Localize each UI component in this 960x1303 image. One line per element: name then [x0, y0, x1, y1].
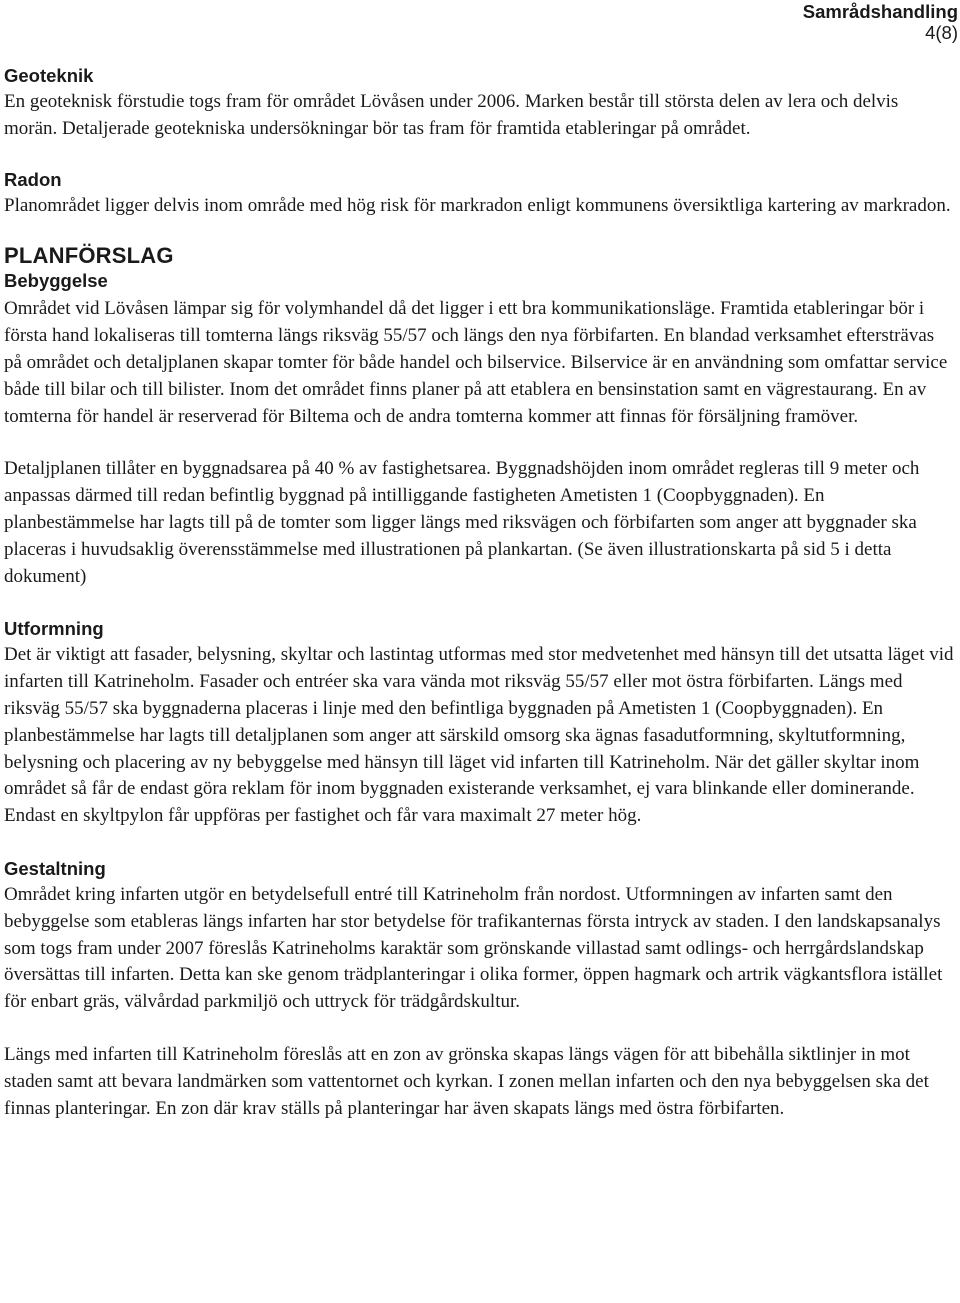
- page-header: [803, 0, 958, 43]
- paragraph-gestaltning-1: Området kring infarten utgör en betydelsefull entré till Katrineholm från nordost. Utformningen av infarten samt den bebyggelse som etableras längs infarten har stor betydelse för trafikanternas första intryck av staden. I den landskapsanalys som togs fram under 2007 föreslås Katrineholms karaktär som grönskande villastad samt odlings- och herrgårdslandskap översättas till infarten. Detta kan ske genom trädplanteringar i olika former, öppen hagmark och artrik vägkantsflora istället för enbart gräs, välvårdad parkmiljö och uttryck för trädgårdskultur.: [4, 883, 943, 1013]
- paragraph-radon: Planområdet ligger delvis inom område med hög risk för markradon enligt kommunens översiktliga kartering av markradon.: [4, 194, 951, 216]
- heading-bebyggelse: Bebyggelse: [4, 270, 108, 292]
- paragraph-bebyggelse-2: Detaljplanen tillåter en byggnadsarea på 40 % av fastighetsarea. Byggnadshöjden inom området regleras till 9 meter och anpassas därmed till redan befintlig byggnad på intilliggande fastigheten Ametisten 1 (Coopbyggnaden). En planbestämmelse har lagts till på de tomter som ligger längs med riksvägen och förbifarten som anger att byggnader ska placeras i huvudsaklig överensstämmelse med illustrationen på plankartan. (Se även illustrationskarta på sid 5 i detta dokument): [4, 458, 920, 587]
- heading-geoteknik: Geoteknik: [4, 65, 94, 86]
- paragraph-utformning: Det är viktigt att fasader, belysning, skyltar och lastintag utformas med stor medvetenhet med hänsyn till det utsatta läget vid infarten till Katrineholm. Fasader och entréer ska vara vända mot riksväg 55/57 eller mot östra förbifarten. Längs med riksväg 55/57 ska byggnaderna placeras i linje med den befintliga byggnaden på Ametisten 1 (Coopbyggnaden). En planbestämmelse har lagts till detaljplanen som anger att särskild omsorg ska ägnas fasadutformning, skyltutformning, belysning och placering av ny bebyggelse med hänsyn till läget vid infarten till Katrineholm. När det gäller skyltar inom området så får de endast göra reklam för inom byggnaden existerande verksamhet, ej vara blinkande eller dominerande. Endast en skyltpylon får uppföras per fastighet och får vara maximalt 27 meter hög.: [4, 644, 954, 827]
- page-number: 4(8): [925, 22, 958, 43]
- document-status: Samrådshandling: [802, 1, 958, 22]
- paragraph-bebyggelse-1: Området vid Lövåsen lämpar sig för volymhandel då det ligger i ett bra kommunikationsläge. Framtida etableringar bör i första hand lokaliseras till tomterna längs riksväg 55/57 och längs den nya förbifarten. En blandad verksamhet eftersträvas på området och detaljplanen skapar tomter för både handel och bilservice. Bilservice är en användning som omfattar service både till bilar och till bilister. Inom det området finns planer på att etablera en bensinstation samt en vägrestaurang. En av tomterna för handel är reserverad för Biltema och de andra tomterna kommer att finnas för försäljning framöver.: [4, 298, 948, 427]
- section-planforslag: [4, 243, 956, 590]
- heading-radon: Radon: [4, 168, 62, 190]
- section-utformning: [4, 616, 956, 830]
- paragraph-geoteknik: En geoteknisk förstudie togs fram för området Lövåsen under 2006. Marken består till största delen av lera och delvis morän. Detaljerade geotekniska undersökningar bör tas fram för framtida etableringar på området.: [4, 91, 899, 139]
- section-gestaltning: [4, 856, 956, 1122]
- heading-planforslag: PLANFÖRSLAG: [4, 243, 174, 269]
- document-body: [4, 63, 956, 1122]
- heading-utformning: Utformning: [4, 618, 104, 640]
- paragraph-gestaltning-2: Längs med infarten till Katrineholm föreslås att en zon av grönska skapas längs vägen för att bibehålla siktlinjer in mot staden samt att bevara landmärken som vattentornet och kyrkan. I zonen mellan infarten och den nya bebyggelsen ska det finnas planteringar. En zon där krav ställs på planteringar har även skapats längs med östra förbifarten.: [4, 1043, 929, 1119]
- heading-gestaltning: Gestaltning: [4, 857, 106, 879]
- section-radon: [4, 167, 956, 220]
- section-geoteknik: [4, 63, 956, 143]
